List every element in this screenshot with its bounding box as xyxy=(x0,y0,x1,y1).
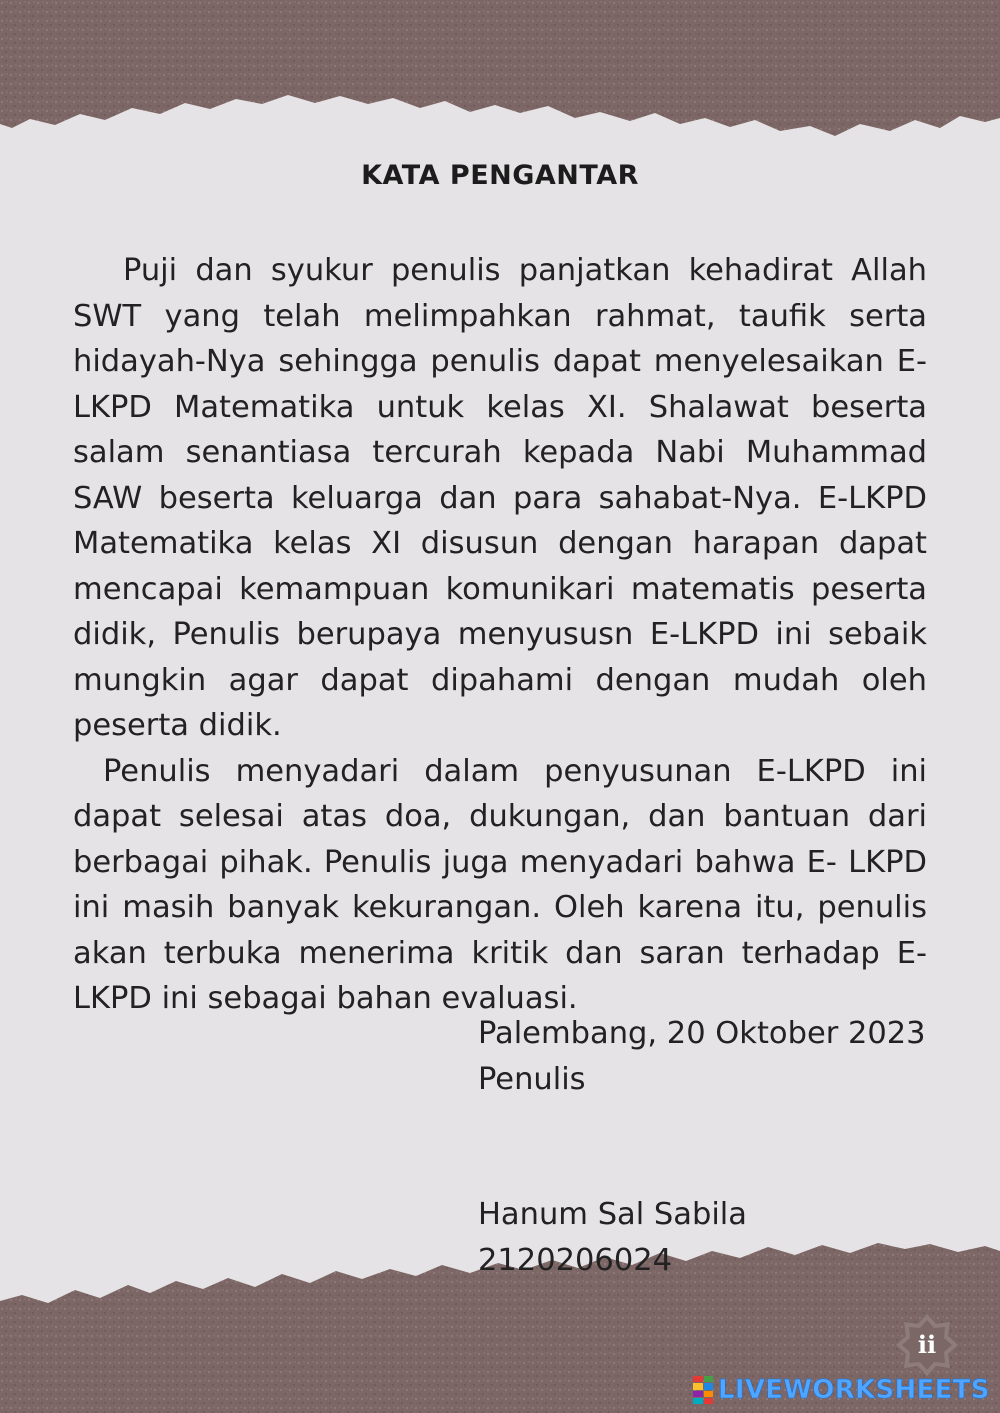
signer-name: Hanum Sal Sabila xyxy=(478,1197,747,1232)
document-body xyxy=(73,248,927,1022)
watermark-text: LIVEWORKSHEETS xyxy=(718,1375,990,1405)
liveworksheets-watermark[interactable] xyxy=(693,1374,990,1406)
paragraph-2: Penulis menyadari dalam penyusunan E-LKPD ini dapat selesai atas doa, dukungan, dan bantuan dari berbagai pihak. Penulis juga menyadari bahwa E- LKPD ini masih banyak kekurangan. Oleh karena itu, penulis akan terbuka menerima kritik dan saran terhadap E-LKPD ini sebagai bahan evaluasi. xyxy=(73,753,927,1016)
paragraph-1: Puji dan syukur penulis panjatkan kehadirat Allah SWT yang telah melimpahkan rahmat, taufik serta hidayah-Nya sehingga penulis dapat menyelesaikan E- LKPD Matematika untuk kelas XI. Shalawat beserta salam senantiasa tercurah kepada Nabi Muhammad SAW beserta keluarga dan para sahabat-Nya. E-LKPD Matematika kelas XI disusun dengan harapan dapat mencapai kemampuan komunikari matematis peserta didik, Penulis berupaya menyususn E-LKPD ini sebaik mungkin agar dapat dipahami dengan mudah oleh peserta didik. xyxy=(73,253,927,743)
signature-block-top xyxy=(478,1011,926,1102)
place-date: Palembang, 20 Oktober 2023 xyxy=(478,1016,926,1051)
document-title: KATA PENGANTAR xyxy=(361,160,639,191)
page-number-badge xyxy=(894,1312,960,1378)
signer-role: Penulis xyxy=(478,1061,586,1097)
signature-block-bottom xyxy=(478,1192,747,1283)
top-torn-band xyxy=(0,0,1000,160)
signer-id: 2120206024 xyxy=(478,1242,673,1278)
page-number: ii xyxy=(917,1330,937,1359)
liveworksheets-logo-icon xyxy=(693,1376,713,1404)
